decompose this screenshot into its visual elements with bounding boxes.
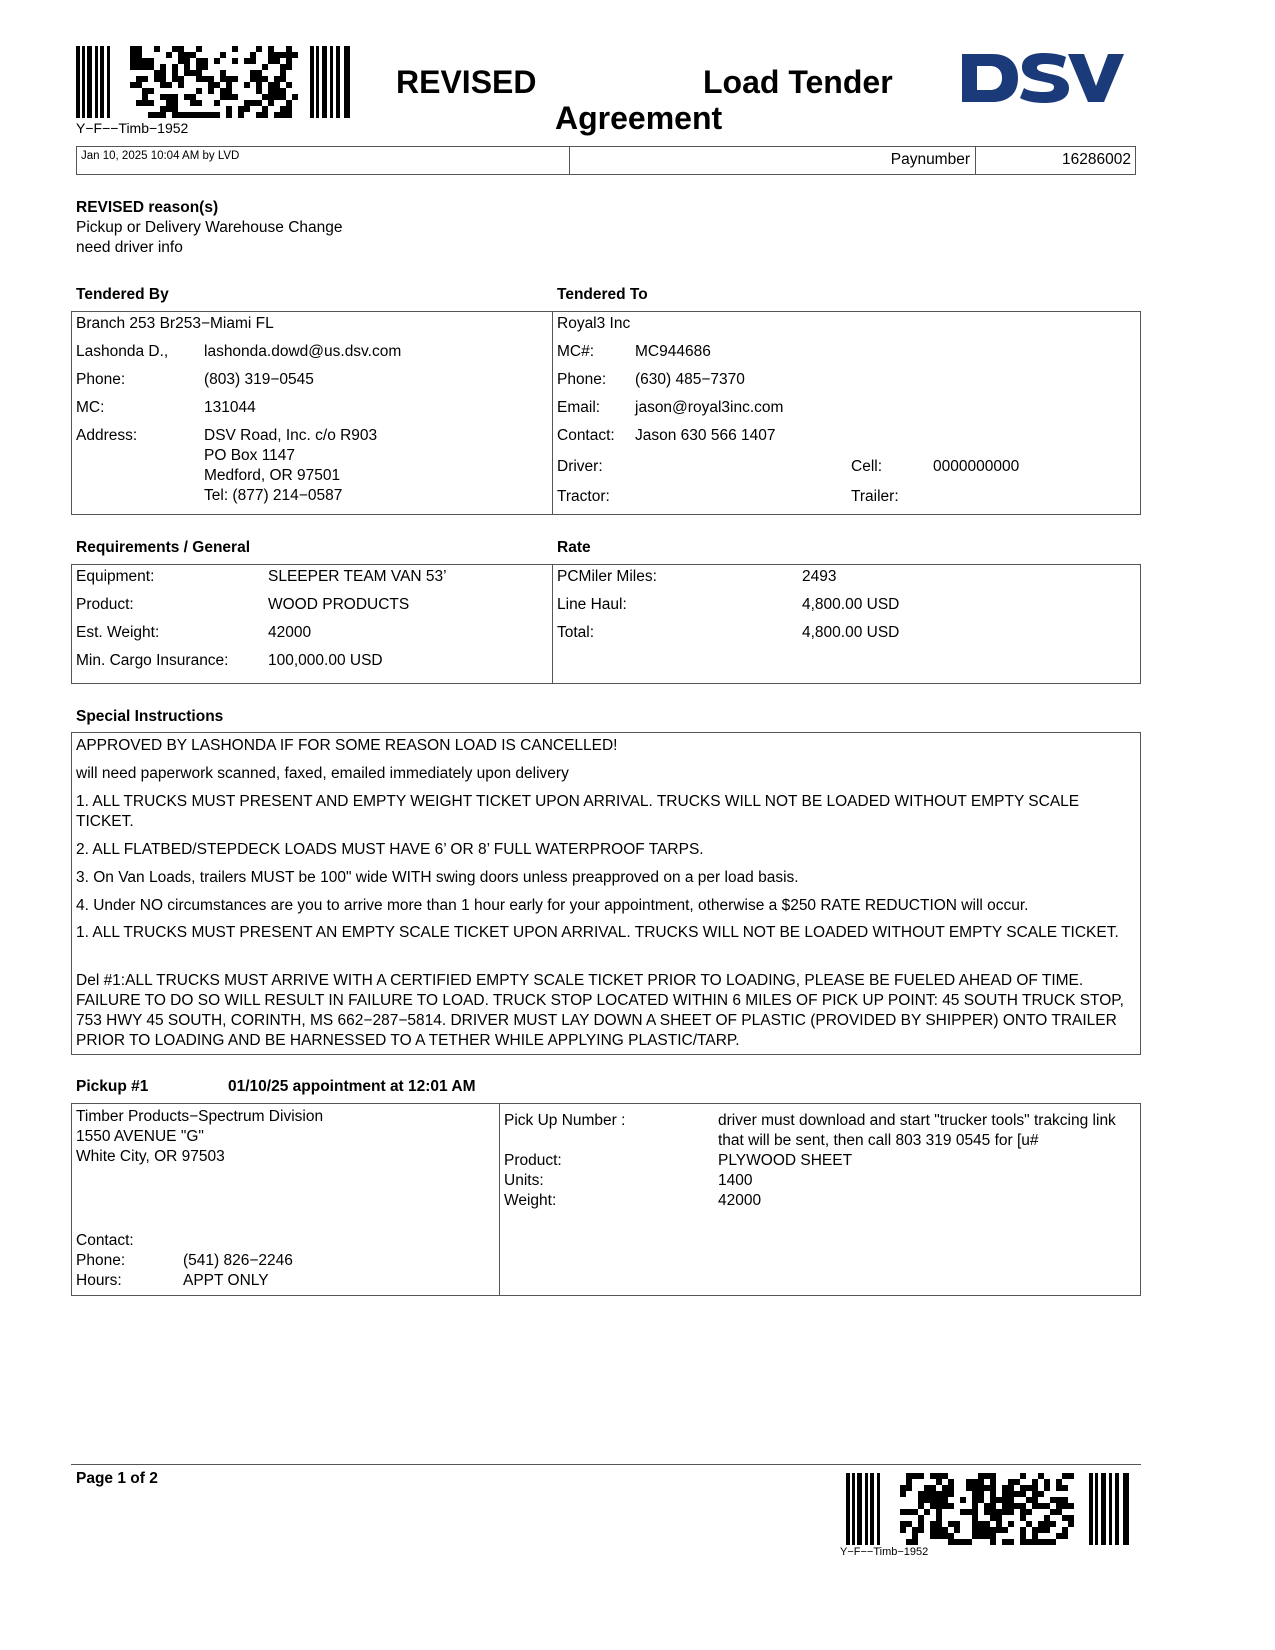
tendered-to-contact-label: Contact: xyxy=(557,427,615,444)
pickup-product-label: Product: xyxy=(504,1152,562,1169)
instruction-line: Del #1:ALL TRUCKS MUST ARRIVE WITH A CERTIFIED EMPTY SCALE TICKET PRIOR TO LOADING, PLEASE BE FUELED AHEAD OF TIME. FAILURE TO DO SO WILL RESULT IN FAILURE TO LOAD. TRUCK STOP LOCATED WITHIN 6 MILES OF PICK UP POINT: 45 SOUTH TRUCK STOP, 753 HWY 45 SOUTH, CORINTH, MS 662−287−5814. DRIVER MUST LAY DOWN A SHEET OF PLASTIC (PROVIDED BY SHIPPER) ONTO TRAILER PRIOR TO LOADING AND BE HARNESSED TO A TETHER WHILE APPLYING PLASTIC/TARP. xyxy=(76,972,1124,1049)
tendered-by-phone-label: Phone: xyxy=(76,371,126,388)
page-number: Page 1 of 2 xyxy=(76,1470,158,1487)
bottom-barcode-caption: Y−F−−Timb−1952 xyxy=(840,1546,929,1558)
linehaul-value: 4,800.00 USD xyxy=(802,596,900,613)
instruction-line: will need paperwork scanned, faxed, emailed immediately upon delivery xyxy=(76,765,569,782)
tendered-by-address-line: PO Box 1147 xyxy=(204,447,296,464)
pickup-phone-label: Phone: xyxy=(76,1252,126,1269)
product-label: Product: xyxy=(76,596,134,613)
linehaul-label: Line Haul: xyxy=(557,596,627,613)
weight-label: Est. Weight: xyxy=(76,624,160,641)
special-instructions-heading: Special Instructions xyxy=(76,708,224,725)
pickup-contact-label: Contact: xyxy=(76,1232,134,1249)
tendered-to-email-label: Email: xyxy=(557,399,601,416)
pickup-address-line: Timber Products−Spectrum Division xyxy=(76,1108,324,1125)
tendered-by-mc-label: MC: xyxy=(76,399,105,416)
tendered-to-phone-label: Phone: xyxy=(557,371,607,388)
instruction-line: 1. ALL TRUCKS MUST PRESENT AND EMPTY WEIGHT TICKET UPON ARRIVAL. TRUCKS WILL NOT BE LOADED WITHOUT EMPTY SCALE TICKET. xyxy=(76,793,1080,830)
pickup-number-value: driver must download and start "trucker tools" trakcing link that will be sent, then call 803 319 0545 for [u# xyxy=(718,1112,1116,1149)
rate-heading: Rate xyxy=(557,539,591,556)
tendered-to-email[interactable]: jason@royal3inc.com xyxy=(635,399,784,416)
footer-divider xyxy=(71,1464,1141,1465)
instruction-line: APPROVED BY LASHONDA IF FOR SOME REASON LOAD IS CANCELLED! xyxy=(76,737,618,754)
tendered-by-mc: 131044 xyxy=(204,399,256,416)
weight-value: 42000 xyxy=(268,624,312,641)
barcode-graphic xyxy=(76,46,352,118)
tendered-to-phone: (630) 485−7370 xyxy=(635,371,745,388)
tendered-to-company: Royal3 Inc xyxy=(557,315,631,332)
tendered-by-email[interactable]: lashonda.dowd@us.dsv.com xyxy=(204,343,402,360)
tendered-by-address-label: Address: xyxy=(76,427,138,444)
pickup-phone: (541) 826−2246 xyxy=(183,1252,293,1269)
pickup-heading: Pickup #1 xyxy=(76,1078,149,1095)
revised-reason: Pickup or Delivery Warehouse Change xyxy=(76,219,343,236)
tendered-to-heading: Tendered To xyxy=(557,286,648,303)
total-value: 4,800.00 USD xyxy=(802,624,900,641)
total-label: Total: xyxy=(557,624,595,641)
insurance-label: Min. Cargo Insurance: xyxy=(76,652,229,669)
pickup-weight-value: 42000 xyxy=(718,1192,762,1209)
paynumber-label: Paynumber xyxy=(890,151,970,168)
tendered-by-phone: (803) 319−0545 xyxy=(204,371,314,388)
pickup-number-label: Pick Up Number : xyxy=(504,1112,626,1129)
tendered-to-driver-label: Driver: xyxy=(557,458,603,475)
tendered-to-cell-label: Cell: xyxy=(851,458,883,475)
instruction-line: 4. Under NO circumstances are you to arrive more than 1 hour early for your appointment, otherwise a $250 RATE REDUCTION will occur. xyxy=(76,897,1029,914)
pickup-product-value: PLYWOOD SHEET xyxy=(718,1152,853,1169)
pickup-weight-label: Weight: xyxy=(504,1192,557,1209)
pickup-address-line: 1550 AVENUE "G" xyxy=(76,1128,204,1145)
top-barcode-caption: Y−F−−Timb−1952 xyxy=(76,120,189,136)
miles-label: PCMiler Miles: xyxy=(557,568,657,585)
tendered-to-cell: 0000000000 xyxy=(933,458,1020,475)
tendered-to-mc-label: MC#: xyxy=(557,343,595,360)
instruction-line: 1. ALL TRUCKS MUST PRESENT AN EMPTY SCALE TICKET UPON ARRIVAL. TRUCKS WILL NOT BE LOADED WITHOUT EMPTY SCALE TICKET. xyxy=(76,924,1119,941)
pickup-hours-label: Hours: xyxy=(76,1272,122,1289)
tendered-to-trailer-label: Trailer: xyxy=(851,488,899,505)
tendered-by-address-line: DSV Road, Inc. c/o R903 xyxy=(204,427,378,444)
pickup-appointment: 01/10/25 appointment at 12:01 AM xyxy=(228,1078,476,1095)
pickup-units-label: Units: xyxy=(504,1172,544,1189)
tendered-by-contact-name: Lashonda D., xyxy=(76,343,169,360)
title-agreement: Agreement xyxy=(555,100,723,136)
tendered-to-tractor-label: Tractor: xyxy=(557,488,610,505)
insurance-value: 100,000.00 USD xyxy=(268,652,383,669)
tendered-by-address-line: Tel: (877) 214−0587 xyxy=(204,487,343,504)
instruction-line: 3. On Van Loads, trailers MUST be 100" wide WITH swing doors unless preapproved on a per load basis. xyxy=(76,869,799,886)
requirements-heading: Requirements / General xyxy=(76,539,251,556)
top-barcode xyxy=(76,46,352,118)
equipment-value: SLEEPER TEAM VAN 53’ xyxy=(268,568,447,585)
tendered-by-address-line: Medford, OR 97501 xyxy=(204,467,341,484)
pickup-units-value: 1400 xyxy=(718,1172,753,1189)
title-load-tender: Load Tender xyxy=(703,64,893,100)
equipment-label: Equipment: xyxy=(76,568,155,585)
instruction-line: 2. ALL FLATBED/STEPDECK LOADS MUST HAVE 6’ OR 8’ FULL WATERPROOF TARPS. xyxy=(76,841,704,858)
dsv-logo xyxy=(962,52,1128,104)
miles-value: 2493 xyxy=(802,568,837,585)
title-revised: REVISED xyxy=(396,64,537,100)
bottom-barcode xyxy=(846,1473,1130,1545)
pickup-hours: APPT ONLY xyxy=(183,1272,269,1289)
tendered-to-mc: MC944686 xyxy=(635,343,711,360)
revised-reason: need driver info xyxy=(76,239,183,256)
timestamp: Jan 10, 2025 10:04 AM by LVD xyxy=(81,150,240,162)
tendered-by-branch: Branch 253 Br253−Miami FL xyxy=(76,315,274,332)
product-value: WOOD PRODUCTS xyxy=(268,596,410,613)
tendered-to-contact: Jason 630 566 1407 xyxy=(635,427,776,444)
tendered-by-heading: Tendered By xyxy=(76,286,169,303)
paynumber-value: 16286002 xyxy=(1062,151,1131,168)
pickup-address-line: White City, OR 97503 xyxy=(76,1148,225,1165)
revised-reasons-heading: REVISED reason(s) xyxy=(76,199,219,216)
